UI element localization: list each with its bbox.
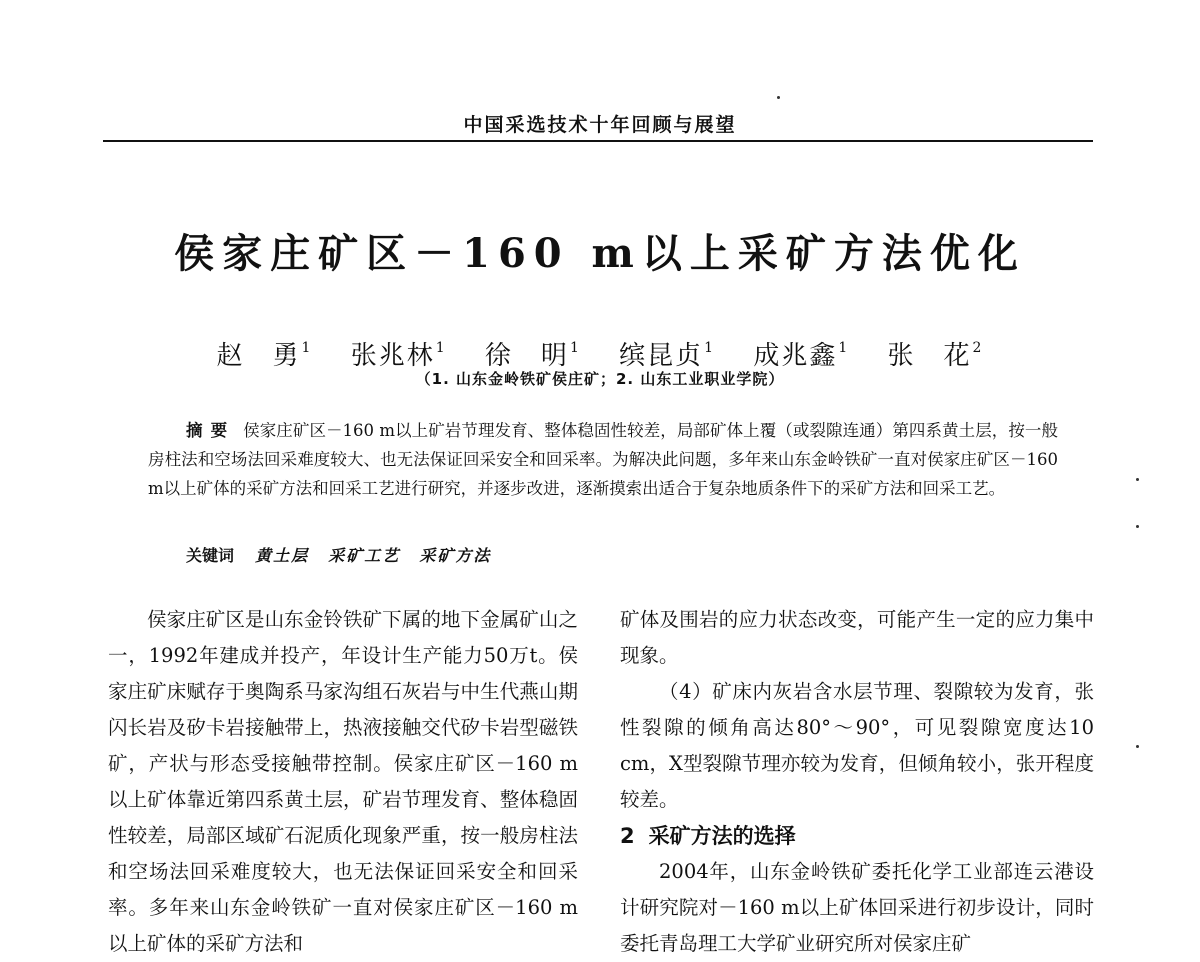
scan-speck	[777, 96, 780, 99]
affiliations: （1. 山东金岭铁矿侯庄矿；2. 山东工业职业学院）	[415, 370, 785, 388]
body-right-column	[620, 602, 1094, 962]
author: 成兆鑫$^1$	[753, 340, 850, 371]
scan-speck	[1136, 478, 1139, 481]
keyword: 采矿工艺	[328, 546, 401, 565]
keyword: 采矿方法	[419, 546, 492, 565]
scan-speck	[1136, 525, 1139, 528]
author: 张兆林$^1$	[350, 340, 447, 371]
keywords	[186, 543, 505, 569]
running-header: 中国采选技术十年回顾与展望	[463, 114, 737, 136]
abstract	[148, 416, 1058, 503]
section-heading	[620, 818, 1094, 854]
paper-title: 侯家庄矿区－160 m以上采矿方法优化	[174, 230, 1026, 277]
body-paragraph: 侯家庄矿区是山东金铃铁矿下属的地下金属矿山之一，1992年建成并投产，年设计生产能力50万t。侯家庄矿床赋存于奥陶系马家沟组石灰岩与中生代燕山期闪长岩及矽卡岩接触带上，热液接触交代矽卡岩型磁铁矿，产状与形态受接触带控制。侯家庄矿区－160 m以上矿体靠近第四系黄土层，矿岩节理发育、整体稳固性较差，局部区域矿石泥质化现象严重，按一般房柱法和空场法回采难度较大，也无法保证回采安全和回采率。多年来山东金岭铁矿一直对侯家庄矿区－160 m以上矿体的采矿方法和	[108, 608, 578, 955]
author: 徐 明$^1$	[484, 340, 581, 371]
section-title: 采矿方法的选择	[648, 824, 796, 848]
body-paragraph: （4）矿床内灰岩含水层节理、裂隙较为发育，张性裂隙的倾角高达80°～90°，可见裂隙宽度达10 cm，X型裂隙节理亦较为发育，但倾角较小，张开程度较差。	[620, 680, 1094, 811]
author: 缤昆贞$^1$	[619, 340, 716, 371]
scan-speck	[1136, 745, 1139, 748]
author: 赵 勇$^1$	[216, 340, 313, 371]
keywords-label: 关键词	[186, 546, 235, 565]
body-paragraph: 2004年，山东金岭铁矿委托化学工业部连云港设计研究院对－160 m以上矿体回采进行初步设计，同时委托青岛理工大学矿业研究所对侯家庄矿	[620, 860, 1094, 955]
abstract-text: 侯家庄矿区－160 m以上矿岩节理发育、整体稳固性较差，局部矿体上覆（或裂隙连通）第四系黄土层，按一般房柱法和空场法回采难度较大、也无法保证回采安全和回采率。为解决此问题，多年来山东金岭铁矿一直对侯家庄矿区－160 m以上矿体的采矿方法和回采工艺进行研究，并逐步改进，逐渐摸索出适合于复杂地质条件下的采矿方法和回采工艺。	[148, 421, 1058, 498]
section-number: 2	[620, 824, 635, 848]
body-left-column	[108, 602, 578, 962]
header-rule	[103, 140, 1093, 142]
author: 张 花$^2$	[887, 340, 984, 371]
body-paragraph: 矿体及围岩的应力状态改变，可能产生一定的应力集中现象。	[620, 608, 1094, 667]
keyword: 黄土层	[255, 546, 310, 565]
abstract-label: 摘要	[186, 421, 236, 440]
